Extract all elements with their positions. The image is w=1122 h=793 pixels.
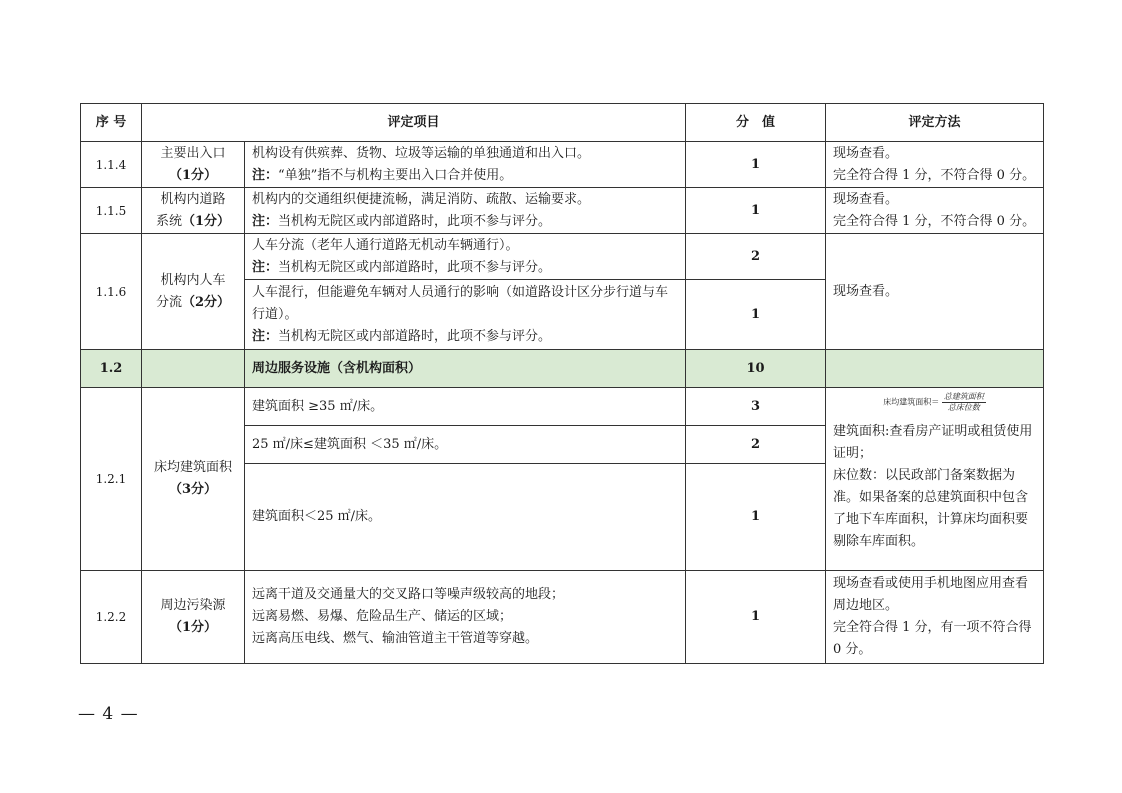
item-points: （1分） (181, 213, 231, 229)
item-name: 床均建筑面积 (153, 460, 232, 475)
table-row (81, 188, 1044, 234)
row-score: 1 (686, 571, 826, 664)
item-points: （1分） (168, 167, 218, 183)
row-score: 1 (686, 464, 826, 571)
row-score: 2 (686, 234, 826, 280)
content-line: 人车混行，但能避免车辆对人员通行的影响（如道路设计区分步行道与车行道）。 (252, 284, 669, 322)
item-name: 周边污染源 (160, 598, 226, 613)
content-line: 机构内的交通组织便捷流畅，满足消防、疏散、运输要求。 (252, 191, 591, 207)
row-item-name (142, 142, 245, 188)
section-empty-cell (826, 350, 1044, 388)
content-note (252, 257, 678, 279)
section-title: 周边服务设施（含机构面积） (245, 350, 686, 388)
row-score: 1 (686, 188, 826, 234)
header-item: 评定项目 (142, 104, 686, 142)
content-line: 远离干道及交通量大的交叉路口等噪声级较高的地段； (252, 587, 565, 602)
header-seq: 序 号 (81, 104, 142, 142)
note-text: 当机构无院区或内部道路时，此项不参与评分。 (278, 213, 552, 229)
header-method: 评定方法 (826, 104, 1044, 142)
row-item-name (142, 571, 245, 664)
item-name-2 (149, 211, 237, 233)
section-score: 10 (686, 350, 826, 388)
formula-fraction (942, 392, 986, 413)
method-line: 现场查看。 (833, 191, 899, 207)
row-item-name (142, 234, 245, 350)
row-score: 2 (686, 426, 826, 464)
item-name: 主要出入口 (160, 145, 226, 161)
table-row (81, 234, 1044, 280)
note-text: 当机构无院区或内部道路时，此项不参与评分。 (278, 328, 552, 344)
row-method: 现场查看。 (826, 234, 1044, 350)
row-seq: 1.1.6 (81, 234, 142, 350)
row-content (245, 280, 686, 350)
header-row (81, 104, 1044, 142)
row-seq: 1.2.2 (81, 571, 142, 664)
item-name: 机构内人车 (160, 272, 226, 288)
table-row (81, 388, 1044, 426)
row-content (245, 188, 686, 234)
method-line: 建筑面积:查看房产证明或租赁使用证明； (833, 424, 1033, 461)
row-content (245, 142, 686, 188)
content-note (252, 165, 678, 187)
row-seq: 1.1.5 (81, 188, 142, 234)
item-name-2 (149, 292, 237, 314)
row-method (826, 388, 1044, 571)
formula-lhs: 床均建筑面积＝ (883, 397, 940, 407)
item-name-cont: 系统 (155, 213, 182, 229)
content-line: 远离易燃、易爆、危险品生产、储运的区域； (252, 609, 513, 624)
row-content (245, 234, 686, 280)
header-score: 分 值 (686, 104, 826, 142)
content-line: 远离高压电线、燃气、输油管道主干管道等穿越。 (252, 631, 539, 646)
formula-numerator: 总建筑面积 (943, 392, 984, 401)
row-content (245, 571, 686, 664)
item-points: （2分） (181, 294, 231, 310)
row-seq: 1.1.4 (81, 142, 142, 188)
method-line: 完全符合得 1 分，有一项不符合得 0 分。 (833, 620, 1032, 657)
note-text: 当机构无院区或内部道路时，此项不参与评分。 (278, 259, 552, 275)
table-row (81, 142, 1044, 188)
method-line: 完全符合得 1 分，不符合得 0 分。 (833, 213, 1036, 229)
row-seq: 1.2.1 (81, 388, 142, 571)
content-line: 机构设有供殡葬、货物、垃圾等运输的单独通道和出入口。 (252, 145, 591, 161)
content-note (252, 211, 678, 233)
item-points: （3分） (168, 482, 218, 497)
row-item-name (142, 188, 245, 234)
row-method (826, 188, 1044, 234)
note-label: 注： (252, 167, 279, 183)
method-line: 床位数：以民政部门备案数据为准。如果备案的总建筑面积中包含了地下车库面积，计算床均面积要剔除车库面积。 (833, 468, 1029, 549)
section-row (81, 350, 1044, 388)
row-item-name (142, 388, 245, 571)
note-text: “单独”指不与机构主要出入口合并使用。 (278, 167, 513, 183)
content-line: 人车分流（老年人通行道路无机动车辆通行）。 (252, 237, 519, 253)
row-score: 1 (686, 142, 826, 188)
section-empty-cell (142, 350, 245, 388)
method-line: 现场查看。 (833, 145, 899, 161)
row-method (826, 142, 1044, 188)
row-content: 25 ㎡/床≤建筑面积 ＜35 ㎡/床。 (245, 426, 686, 464)
row-score: 3 (686, 388, 826, 426)
table-row (81, 571, 1044, 664)
formula-denominator: 总床位数 (947, 403, 980, 412)
page-number: — 4 — (78, 704, 139, 724)
row-score: 1 (686, 280, 826, 350)
item-name-cont: 分流 (155, 294, 182, 310)
method-line: 完全符合得 1 分，不符合得 0 分。 (833, 167, 1036, 183)
row-method (826, 571, 1044, 664)
item-points: （1分） (168, 620, 218, 635)
area-formula (833, 388, 1036, 413)
evaluation-table (80, 103, 1044, 664)
item-name: 机构内道路 (160, 191, 226, 207)
section-seq: 1.2 (81, 350, 142, 388)
row-content: 建筑面积 ≥35 ㎡/床。 (245, 388, 686, 426)
note-label: 注： (252, 213, 279, 229)
row-content: 建筑面积＜25 ㎡/床。 (245, 464, 686, 571)
note-label: 注： (252, 259, 279, 275)
note-label: 注： (252, 328, 279, 344)
method-line: 现场查看或使用手机地图应用查看周边地区。 (833, 576, 1029, 613)
content-note (252, 326, 678, 348)
